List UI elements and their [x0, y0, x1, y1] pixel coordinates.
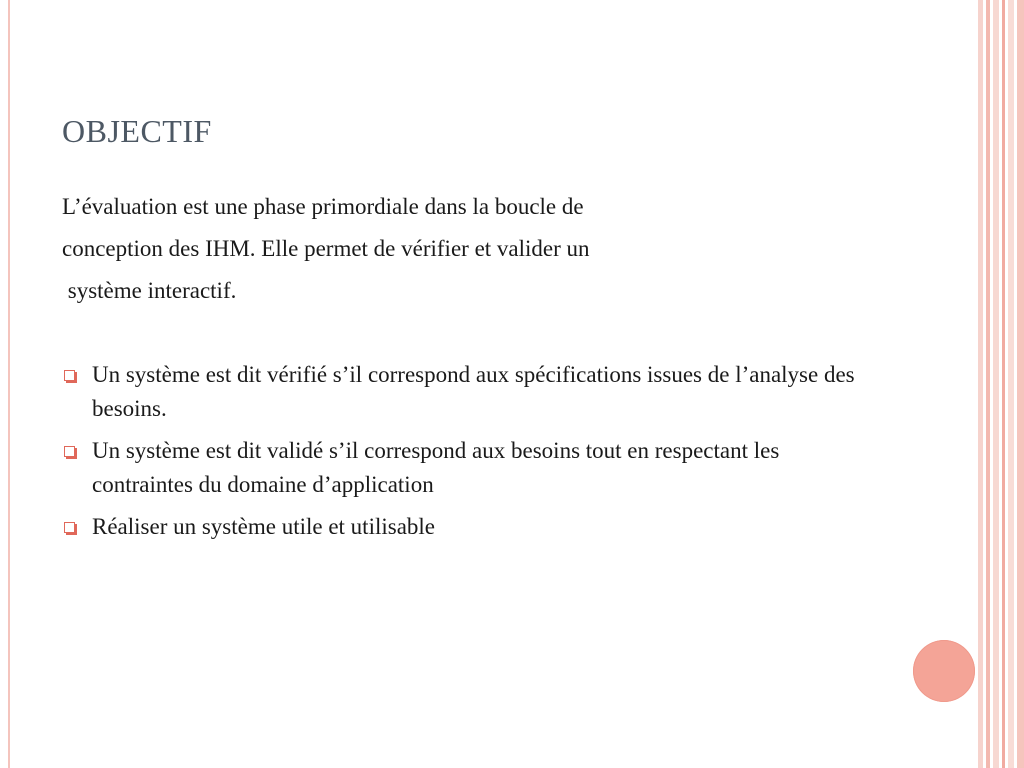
right-stripe-decoration [986, 0, 990, 768]
intro-line: système interactif. [62, 278, 237, 303]
slide-title: OBJECTIF [62, 113, 212, 149]
bullet-item [62, 510, 862, 544]
intro-line: L’évaluation est une phase primordiale dans la boucle de [62, 194, 584, 219]
right-stripe-decoration [978, 0, 983, 768]
right-stripe-decoration [993, 0, 999, 768]
circle-decoration [913, 640, 975, 702]
right-stripe-decoration [1008, 0, 1014, 768]
left-border-decoration [8, 0, 10, 768]
square-bullet-icon [64, 446, 75, 457]
bullet-text: Un système est dit vérifié s’il correspond aux spécifications issues de l’analyse des besoins. [92, 362, 855, 421]
intro-paragraph [62, 186, 862, 312]
bullet-list [62, 358, 862, 552]
bullet-item [62, 358, 862, 426]
bullet-item [62, 434, 862, 502]
bullet-text: Réaliser un système utile et utilisable [92, 514, 436, 539]
right-stripe-decoration [1017, 0, 1024, 768]
intro-line: conception des IHM. Elle permet de vérifier et valider un [62, 236, 590, 261]
square-bullet-icon [64, 522, 75, 533]
right-stripe-decoration [1002, 0, 1005, 768]
bullet-text: Un système est dit validé s’il correspond aux besoins tout en respectant les contraintes du domaine d’application [92, 438, 780, 497]
square-bullet-icon [64, 370, 75, 381]
